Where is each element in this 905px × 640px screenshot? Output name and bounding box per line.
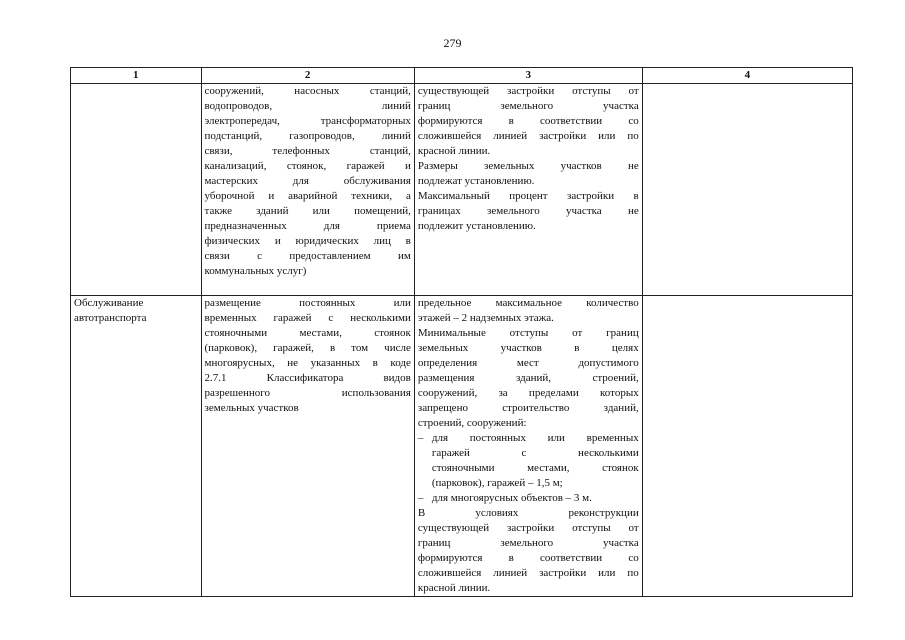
list-item <box>418 491 639 506</box>
text-line: земельных участков <box>204 402 299 414</box>
text-line: размещения зданий, строений, <box>417 372 639 384</box>
text-line: подстанций, газопроводов, линий <box>204 130 411 142</box>
paragraph-coverage <box>418 189 639 234</box>
text-line: предназначенных для приема <box>204 220 411 232</box>
text-line: для многоярусных объектов – 3 м. <box>431 492 592 504</box>
text-line: (парковок), гаражей – 1,5 м; <box>431 477 563 489</box>
text-line: гаражей с несколькими <box>431 447 639 459</box>
text-line: связи, телефонных станций, <box>204 145 411 157</box>
page-number: 279 <box>443 36 462 50</box>
text-line: мастерских для обслуживания <box>204 175 411 187</box>
text-line: сооружений, насосных станций, <box>204 85 411 97</box>
column-header-3: 3 <box>414 68 642 84</box>
text-line: физических и юридических лиц в <box>204 235 411 247</box>
text-line: В условиях реконструкции <box>417 507 639 519</box>
text-line: также зданий или помещений, <box>204 205 411 217</box>
text-line: формируются в соответствии со <box>417 552 639 564</box>
cell-parameters <box>414 84 642 296</box>
text-line: строений, сооружений: <box>417 417 527 429</box>
text-line: разрешенного использования <box>204 387 411 399</box>
cell-use-name <box>71 84 202 296</box>
text-line: коммунальных услуг) <box>204 265 307 277</box>
column-header-4: 4 <box>642 68 852 84</box>
text-line: (парковок), гаражей, в том числе <box>204 342 411 354</box>
text-line: земельных участков в целях <box>417 342 639 354</box>
text-line: формируются в соответствии со <box>417 115 639 127</box>
text-line: сооружений, за пределами которых <box>417 387 639 399</box>
column-header-1: 1 <box>71 68 202 84</box>
text-line: красной линии. <box>417 582 491 594</box>
cell-parameters <box>414 296 642 597</box>
paragraph-plot-size <box>418 159 639 189</box>
text-line: запрещено строительство зданий, <box>417 402 639 414</box>
cell-use-name: Обслуживание автотранспорта <box>71 296 202 597</box>
column-header-2: 2 <box>201 68 414 84</box>
dash-marker: – <box>417 492 424 504</box>
text-line: водопроводов, линий <box>204 100 411 112</box>
text-line: многоярусных, не указанных в коде <box>204 357 411 369</box>
text-line: 2.7.1 Классификатора видов <box>204 372 411 384</box>
text-line: канализаций, стоянок, гаражей и <box>204 160 411 172</box>
text-line: связи с предоставлением им <box>204 250 411 262</box>
text-line: Размеры земельных участков не <box>417 160 639 172</box>
text-line: размещение постоянных или <box>204 297 411 309</box>
paragraph-setbacks <box>418 84 639 159</box>
text-line: границ земельного участка <box>417 537 639 549</box>
cell-use-description <box>201 84 414 296</box>
text-line: определения мест допустимого <box>417 357 639 369</box>
text-line: существующей застройки отступы от <box>417 85 639 97</box>
text-line: временных гаражей с несколькими <box>204 312 411 324</box>
table-row <box>71 84 853 296</box>
text-line: Максимальный процент застройки в <box>417 190 639 202</box>
text-line: для постоянных или временных <box>431 432 639 444</box>
text-line: существующей застройки отступы от <box>417 522 639 534</box>
table-header-row <box>71 68 853 84</box>
text-line: сложившейся линией застройки или по <box>417 567 639 579</box>
text-line: стояночными местами, стоянок <box>431 462 639 474</box>
text-line: предельное максимальное количество <box>417 297 639 309</box>
text-line: электропередач, трансформаторных <box>204 115 411 127</box>
dash-marker: – <box>417 432 424 444</box>
cell-notes <box>642 84 852 296</box>
list-item <box>418 431 639 491</box>
text-line: Минимальные отступы от границ <box>417 327 639 339</box>
text-line: границах земельного участка не <box>417 205 639 217</box>
text-line: подлежат установлению. <box>417 175 535 187</box>
text-line: сложившейся линией застройки или по <box>417 130 639 142</box>
zoning-table <box>70 67 853 597</box>
table-row <box>71 296 853 597</box>
text-line: уборочной и аварийной техники, а <box>204 190 411 202</box>
cell-use-description <box>201 296 414 597</box>
cell-notes <box>642 296 852 597</box>
text-line: подлежит установлению. <box>417 220 536 232</box>
text-line: этажей – 2 надземных этажа. <box>417 312 554 324</box>
text-line: стояночными местами, стоянок <box>204 327 411 339</box>
text-line: красной линии. <box>417 145 491 157</box>
text-line: границ земельного участка <box>417 100 639 112</box>
